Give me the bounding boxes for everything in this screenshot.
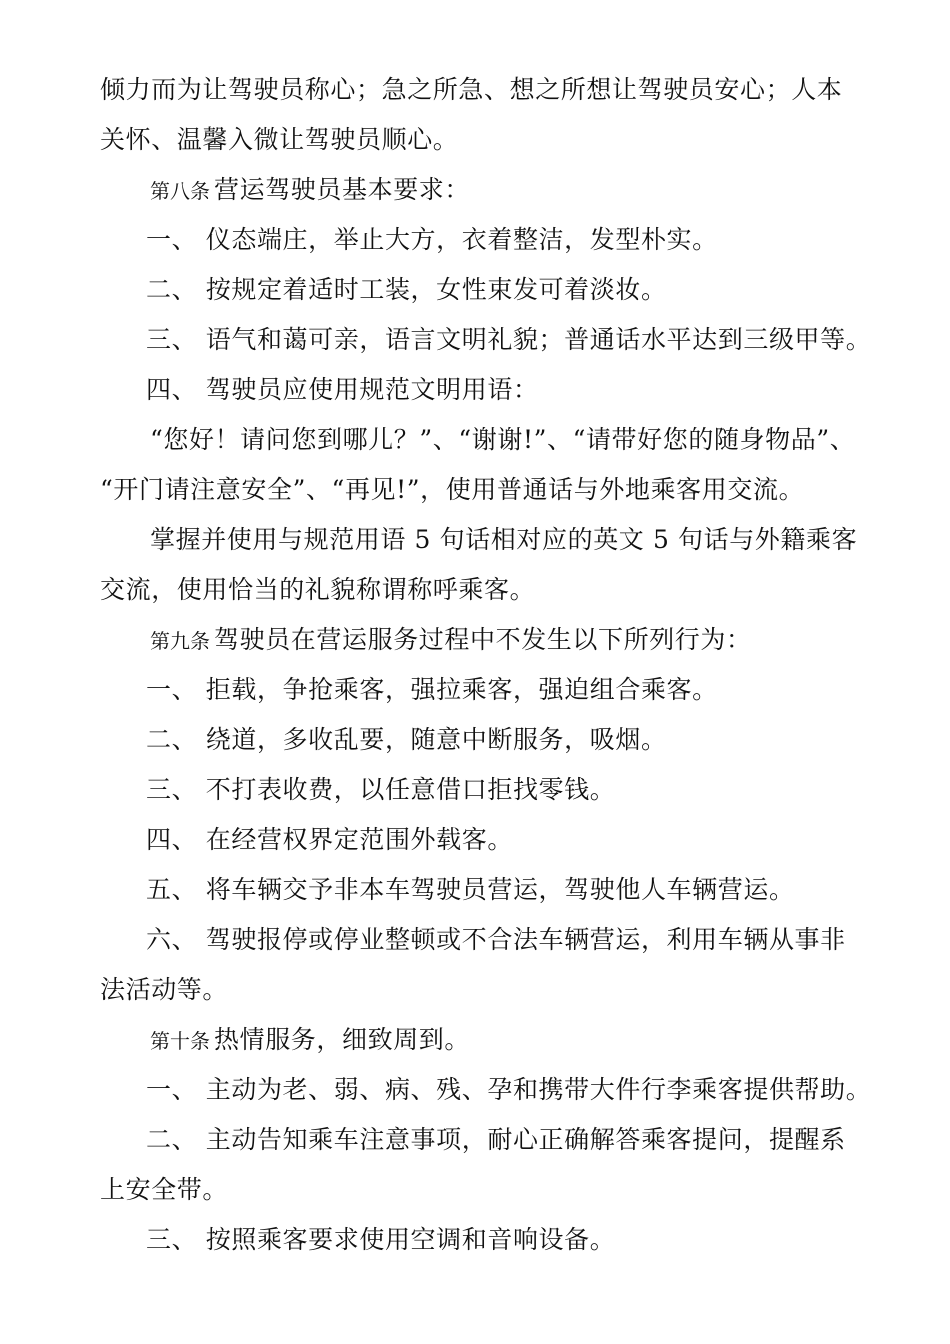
list-item: 四、 驾驶员应使用规范文明用语： xyxy=(146,375,539,404)
article-title: 营运驾驶员基本要求： xyxy=(214,175,471,204)
list-item: 一、 主动为老、弱、病、残、孕和携带大件行李乘客提供帮助。 xyxy=(146,1075,872,1104)
list-item: 六、 驾驶报停或停业整顿或不合法车辆营运，利用车辆从事非 xyxy=(146,925,846,954)
paragraph-line: “开门请注意安全”、“再见!”，使用普通话与外地乘客用交流。 xyxy=(100,475,805,504)
paragraph-line: 关怀、温馨入微让驾驶员顺心。 xyxy=(100,125,459,154)
list-item: 一、 拒载，争抢乘客，强拉乘客，强迫组合乘客。 xyxy=(146,675,718,704)
paragraph-line: 上安全带。 xyxy=(100,1175,229,1204)
list-item: 一、 仪态端庄，举止大方，衣着整洁，发型朴实。 xyxy=(146,225,718,254)
list-item: 四、 在经营权界定范围外载客。 xyxy=(146,825,513,854)
paragraph-line: 法活动等。 xyxy=(100,975,229,1004)
article-number: 第九条 xyxy=(150,629,210,653)
list-item: 三、 按照乘客要求使用空调和音响设备。 xyxy=(146,1225,616,1254)
paragraph-line: 掌握并使用与规范用语 5 句话相对应的英文 5 句话与外籍乘客 xyxy=(150,525,858,554)
list-item: 三、 语气和蔼可亲，语言文明礼貌；普通话水平达到三级甲等。 xyxy=(146,325,872,354)
list-item: 三、 不打表收费，以任意借口拒找零钱。 xyxy=(146,775,616,804)
list-item: 二、 按规定着适时工装，女性束发可着淡妆。 xyxy=(146,275,667,304)
list-item: 二、 主动告知乘车注意事项，耐心正确解答乘客提问，提醒系 xyxy=(146,1125,846,1154)
article-title: 热情服务，细致周到。 xyxy=(214,1025,471,1054)
article-title: 驾驶员在营运服务过程中不发生以下所列行为： xyxy=(214,625,752,654)
article-number: 第十条 xyxy=(150,1029,210,1053)
paragraph-line: “您好！请问您到哪儿？”、“谢谢!”、“请带好您的随身物品”、 xyxy=(150,425,856,454)
article-number: 第八条 xyxy=(150,179,210,203)
article-heading xyxy=(150,172,470,209)
article-heading xyxy=(150,622,752,659)
list-item: 五、 将车辆交予非本车驾驶员营运，驾驶他人车辆营运。 xyxy=(146,875,795,904)
article-heading xyxy=(150,1022,470,1059)
paragraph-line: 交流，使用恰当的礼貌称谓称呼乘客。 xyxy=(100,575,536,604)
list-item: 二、 绕道，多收乱要，随意中断服务，吸烟。 xyxy=(146,725,667,754)
paragraph-line: 倾力而为让驾驶员称心；急之所急、想之所想让驾驶员安心；人本 xyxy=(100,75,843,104)
